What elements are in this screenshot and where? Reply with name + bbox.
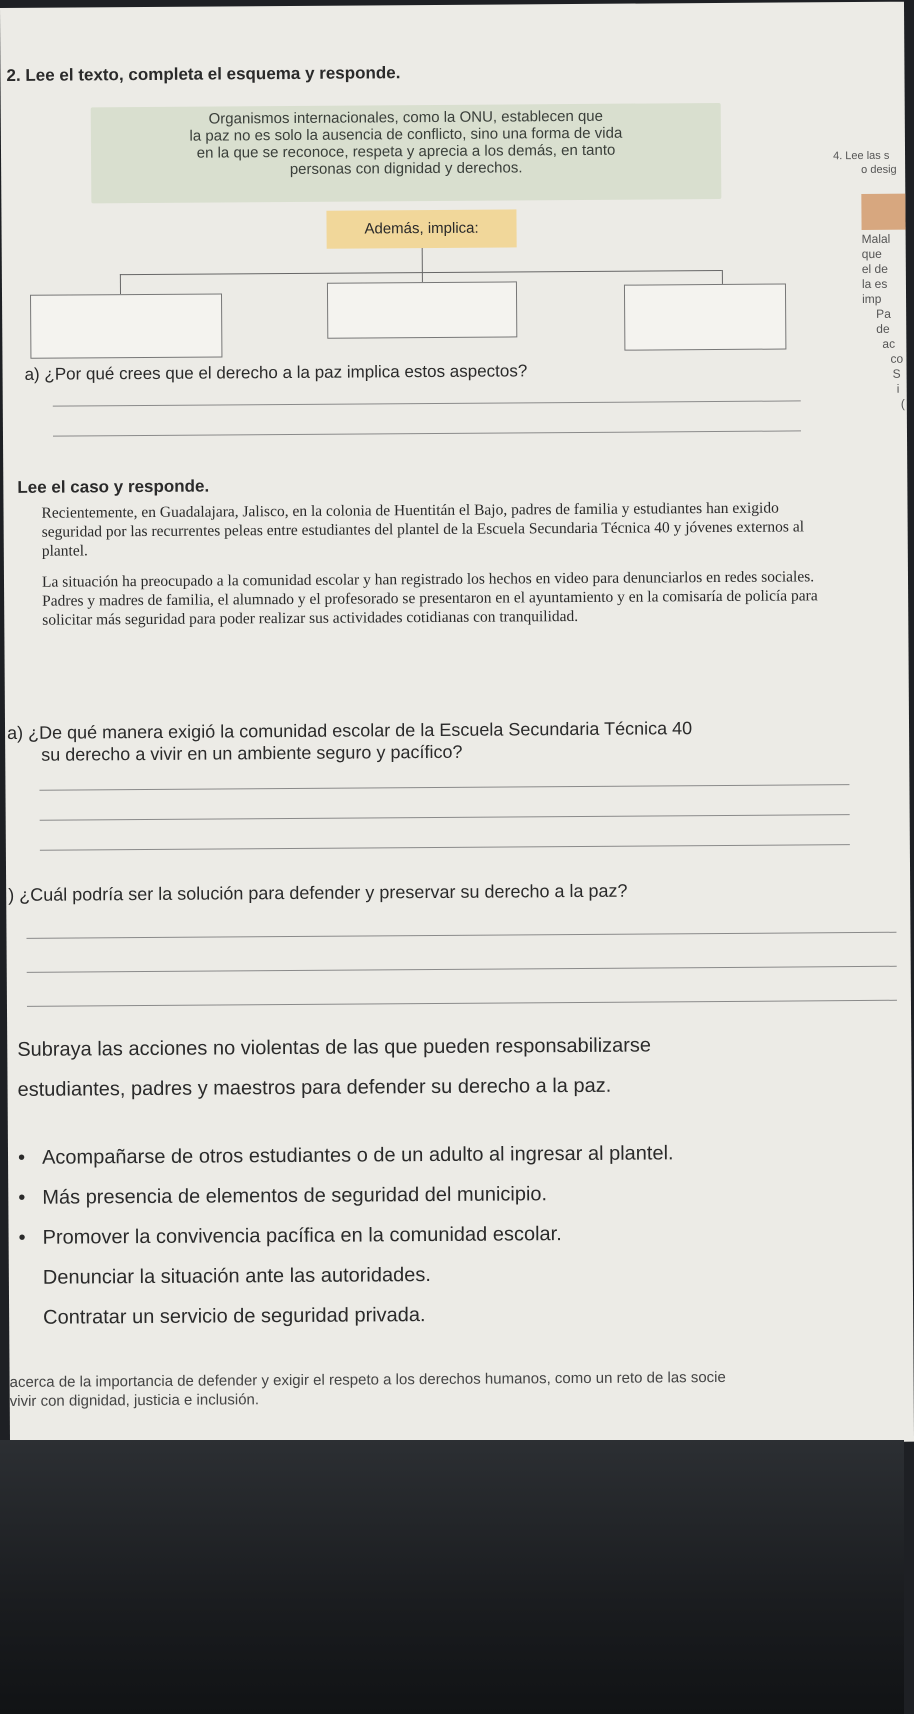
option-item[interactable]: • Acompañarse de otros estudiantes o de un adulto al ingresar al plantel. bbox=[17, 1142, 674, 1169]
footer-text bbox=[10, 1369, 726, 1410]
instruction-line: Subraya las acciones no violentas de las que pueden responsabilizarse bbox=[17, 1034, 652, 1061]
side-top-line: 4. Lee las s bbox=[833, 149, 890, 163]
intro-line: la paz no es solo la ausencia de conflicto, sino una forma de vida bbox=[189, 124, 623, 145]
intro-line: en la que se reconoce, respeta y aprecia a los demás, en tanto bbox=[196, 141, 616, 162]
side-fragment: S bbox=[892, 366, 901, 381]
side-fragment: que bbox=[861, 246, 882, 261]
scheme-box-3[interactable] bbox=[624, 284, 786, 351]
case-text bbox=[41, 498, 832, 642]
option-item[interactable]: • Promover la convivencia pacífica en la comunidad escolar. bbox=[18, 1223, 562, 1249]
case-paragraph: Recientemente, en Guadalajara, Jalisco, en la colonia de Huentitán el Bajo, padres de familia y estudiantes han exigido seguridad por las recurrentes peleas entre estudiantes del plantel de la Escuela Secundaria Técnica 40 y jóvenes externos al plantel. bbox=[41, 499, 805, 560]
option-text[interactable]: Promover la convivencia pacífica en la comunidad escolar. bbox=[42, 1223, 562, 1249]
answer-line[interactable] bbox=[27, 1000, 897, 1007]
side-fragments bbox=[862, 232, 905, 412]
side-fragment: co bbox=[890, 351, 904, 366]
option-text[interactable]: Contratar un servicio de seguridad privada. bbox=[43, 1304, 426, 1329]
case-question-a-line: su derecho a vivir en un ambiente seguro y pacífico? bbox=[41, 741, 463, 765]
footer-line: acerca de la importancia de defender y exigir el respeto a los derechos humanos, como un reto de las socie bbox=[9, 1368, 726, 1391]
side-fragment: i bbox=[896, 381, 900, 396]
case-paragraph: La situación ha preocupado a la comunidad escolar y han registrado los hechos en video para denunciarlos en redes sociales. Padres y madres de familia, el alumnado y el profesorado se presentaron en el ayuntamiento y en la comisaría de policía para solicitar más seguridad para poder realizar sus actividades cotidianas con tranquilidad. bbox=[41, 568, 818, 629]
case-question-a bbox=[7, 716, 907, 766]
intro-box bbox=[91, 103, 722, 203]
instruction-line: estudiantes, padres y maestros para defender su derecho a la paz. bbox=[17, 1074, 612, 1101]
question-a: a) ¿Por qué crees que el derecho a la paz implica estos aspectos? bbox=[24, 361, 528, 384]
side-fragment: de bbox=[876, 321, 890, 336]
workbook-page bbox=[0, 2, 914, 1448]
side-fragment: la es bbox=[861, 276, 888, 291]
answer-line[interactable] bbox=[53, 400, 801, 406]
case-question-a-line: a) ¿De qué manera exigió la comunidad escolar de la Escuela Secundaria Técnica 40 bbox=[6, 718, 693, 743]
option-text[interactable]: Acompañarse de otros estudiantes o de un adulto al ingresar al plantel. bbox=[41, 1142, 674, 1169]
scheme-box-2[interactable] bbox=[327, 281, 517, 338]
side-color-band bbox=[861, 194, 905, 230]
case-question-b: ) ¿Cuál podría ser la solución para defender y preservar su derecho a la paz? bbox=[8, 880, 628, 905]
option-text[interactable]: Más presencia de elementos de seguridad del municipio. bbox=[42, 1183, 548, 1209]
intro-line: personas con dignidad y derechos. bbox=[289, 159, 523, 178]
option-item[interactable]: • Más presencia de elementos de seguridad del municipio. bbox=[18, 1183, 548, 1209]
option-item[interactable] bbox=[19, 1261, 675, 1290]
scheme-box-1[interactable] bbox=[30, 293, 222, 358]
ademas-label: Además, implica: bbox=[326, 209, 516, 248]
exercise-title: 2. Lee el texto, completa el esquema y responde. bbox=[6, 63, 401, 85]
side-top-line: o desig bbox=[861, 163, 897, 176]
scheme-connector bbox=[120, 270, 722, 275]
answer-line[interactable] bbox=[26, 932, 896, 939]
footer-line: vivir con dignidad, justicia e inclusión. bbox=[9, 1391, 260, 1410]
side-fragment: imp bbox=[862, 291, 882, 306]
underline-instruction bbox=[17, 1033, 651, 1101]
answer-line[interactable] bbox=[39, 784, 849, 791]
side-fragment: Pa bbox=[876, 306, 891, 321]
option-text[interactable]: Denunciar la situación ante las autoridades. bbox=[42, 1264, 431, 1289]
answer-line[interactable] bbox=[40, 844, 850, 851]
scheme-connector bbox=[120, 274, 121, 294]
scheme-connector bbox=[722, 270, 723, 284]
option-item[interactable] bbox=[19, 1301, 675, 1330]
side-fragment: el de bbox=[861, 261, 888, 276]
scheme-connector bbox=[422, 272, 423, 282]
side-fragment: ac bbox=[882, 336, 896, 351]
answer-line[interactable] bbox=[53, 430, 801, 436]
case-heading: Lee el caso y responde. bbox=[17, 476, 210, 497]
scheme-connector bbox=[422, 248, 423, 272]
side-fragment: Malal bbox=[861, 231, 891, 246]
background-surface bbox=[0, 1440, 904, 1714]
intro-line: Organismos internacionales, como la ONU, establecen que bbox=[208, 107, 604, 128]
option-list bbox=[18, 1141, 675, 1330]
answer-line[interactable] bbox=[27, 966, 897, 973]
answer-line[interactable] bbox=[40, 814, 850, 821]
side-fragment: ( bbox=[900, 396, 905, 411]
